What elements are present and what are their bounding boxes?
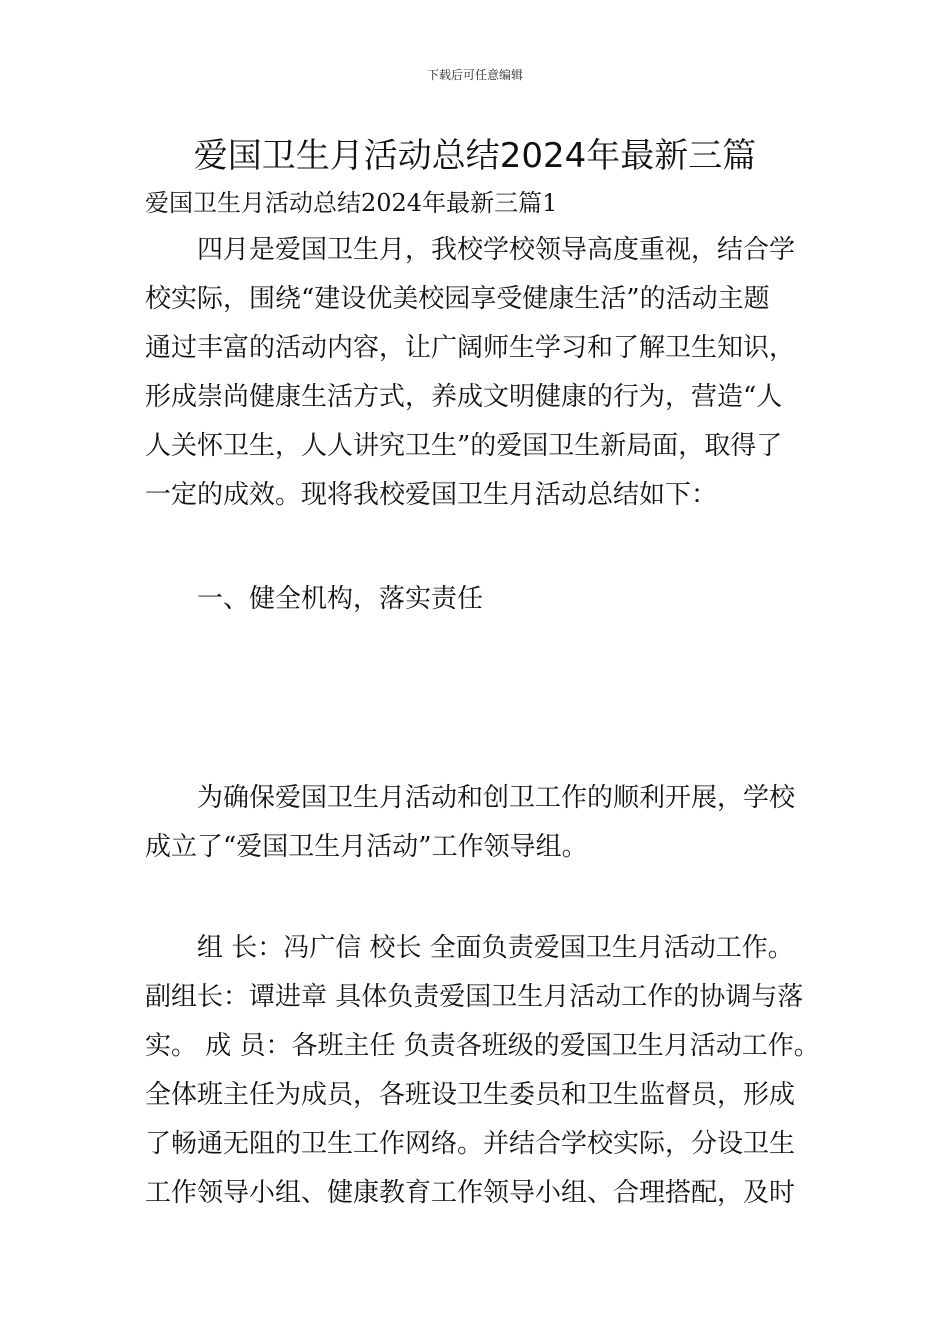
paragraph-line: 人关怀卫生，人人讲究卫生”的爱国卫生新局面，取得了 <box>145 431 783 461</box>
paragraph-line: 为确保爱国卫生月活动和创卫工作的顺利开展，学校 <box>197 783 796 813</box>
document-title: 爱国卫生月活动总结2024年最新三篇 <box>193 136 757 176</box>
paragraph-line: 通过丰富的活动内容，让广阔师生学习和了解卫生知识， <box>145 333 796 363</box>
paragraph-line: 副组长：谭进章 具体负责爱国卫生月活动工作的协调与落 <box>145 982 804 1012</box>
paragraph-line: 形成崇尚健康生活方式，养成文明健康的行为，营造“人 <box>145 382 783 412</box>
paragraph-line: 一定的成效。现将我校爱国卫生月活动总结如下： <box>145 480 718 510</box>
paragraph-line: 实。 成 员：各班主任 负责各班级的爱国卫生月活动工作。 <box>145 1031 820 1061</box>
paragraph-line: 四月是爱国卫生月，我校学校领导高度重视，结合学 <box>197 235 796 265</box>
paragraph-line: 了畅通无阻的卫生工作网络。并结合学校实际，分设卫生 <box>145 1129 796 1159</box>
section-heading: 一、健全机构，落实责任 <box>197 584 484 614</box>
paragraph-line: 组 长：冯广信 校长 全面负责爱国卫生月活动工作。 <box>197 933 794 963</box>
paragraph-line: 校实际，围绕“建设优美校园享受健康生活”的活动主题 <box>145 284 770 314</box>
header-note: 下载后可任意编辑 <box>426 68 523 82</box>
paragraph-line: 成立了“爱国卫生月活动”工作领导组。 <box>145 832 588 862</box>
paragraph-line: 全体班主任为成员，各班设卫生委员和卫生监督员，形成 <box>145 1080 796 1110</box>
section-subtitle: 爱国卫生月活动总结2024年最新三篇1 <box>145 189 558 217</box>
paragraph-line: 工作领导小组、健康教育工作领导小组、合理搭配，及时 <box>145 1178 796 1208</box>
